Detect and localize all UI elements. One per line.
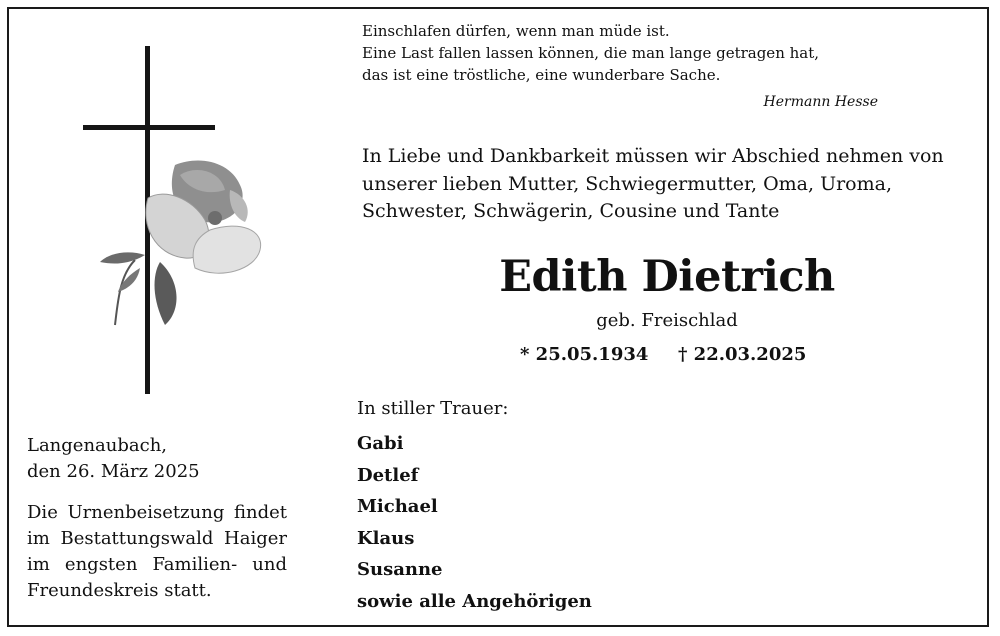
intro-line: In Liebe und Dankbarkeit müssen wir Abschied nehmen von <box>362 145 944 167</box>
date-line: den 26. März 2025 <box>27 461 200 482</box>
burial-line: Freundeskreis statt. <box>27 580 212 601</box>
burial-line: im Bestattungswald Haiger <box>27 528 287 549</box>
quote-line: Einschlafen dürfen, wenn man müde ist. <box>362 22 670 40</box>
intro-line: Schwester, Schwägerin, Cousine und Tante <box>362 200 780 222</box>
burial-info <box>27 500 287 604</box>
deceased-name: Edith Dietrich <box>499 252 835 302</box>
quote-line: das ist eine tröstliche, eine wunderbare Sache. <box>362 66 721 84</box>
burial-line: im engsten Familien- und <box>27 554 287 575</box>
intro-text <box>362 143 962 226</box>
mourner-name: Susanne <box>357 559 443 580</box>
flower-icon <box>80 150 280 350</box>
intro-line: unserer lieben Mutter, Schwiegermutter, Oma, Uroma, <box>362 172 893 195</box>
place-and-date <box>27 433 200 485</box>
burial-line: Die Urnenbeisetzung findet <box>27 502 287 523</box>
quote-line: Eine Last fallen lassen können, die man lange getragen hat, <box>362 44 820 62</box>
mourner-name: Michael <box>357 496 438 517</box>
mourner-name: Detlef <box>357 464 419 486</box>
quote-block <box>362 20 922 86</box>
mourner-name: sowie alle Angehörigen <box>357 590 592 612</box>
birth-date: * 25.05.1934 <box>520 344 649 365</box>
quote-author: Hermann Hesse <box>763 94 878 110</box>
mourner-name: Klaus <box>357 527 415 549</box>
mourner-list <box>357 428 592 617</box>
cross-horizontal-beam <box>83 125 215 130</box>
death-date: † 22.03.2025 <box>678 344 807 365</box>
mourning-title: In stiller Trauer: <box>357 398 509 419</box>
place-line: Langenaubach, <box>27 435 168 456</box>
mourner-name: Gabi <box>357 433 404 454</box>
maiden-name: geb. Freischlad <box>596 310 738 331</box>
